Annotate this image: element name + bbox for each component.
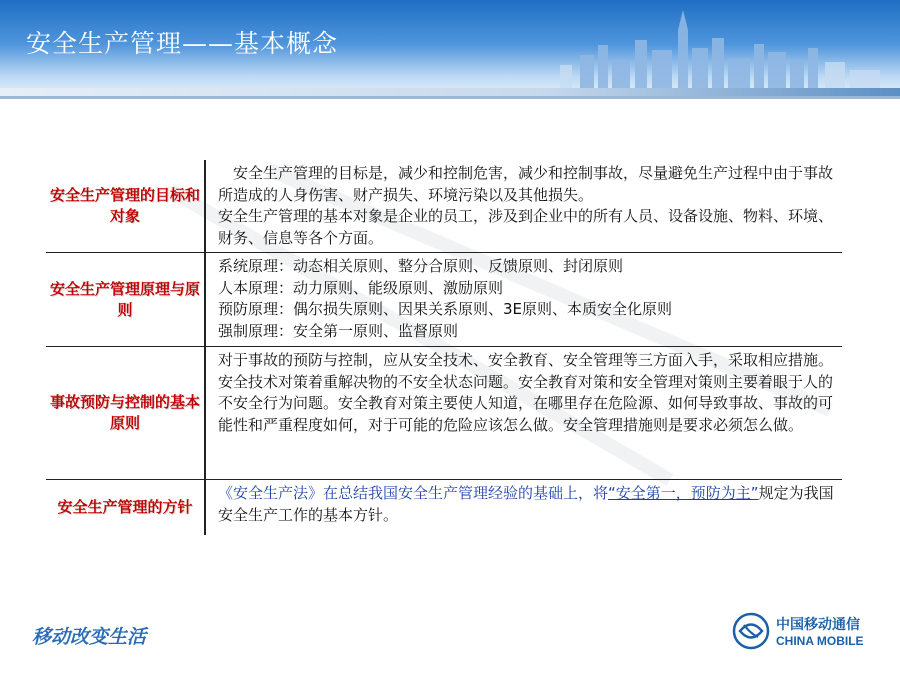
content-line: 安全技术对策着重解决物的不安全状态问题。安全教育对策和安全管理对策则主要着眼于人的不安全行为问题。安全教育对策主要使人知道，在哪里存在危险源、如何导致事故、事故的可能性和严重程度如何，对于可能的危险应该怎么做。安全管理措施则是要求必须怎么做。 [218, 372, 834, 434]
content-line: 强制原理：安全第一原则、监督原则 [218, 321, 459, 340]
policy-text-link[interactable]: 《安全生产法》在总结我国安全生产管理经验的基础上，将 [218, 484, 609, 502]
city-skyline-icon [540, 0, 900, 98]
row-label: 安全生产管理的目标和对象 [49, 186, 200, 225]
footer-slogan: 移动改变生活 [32, 626, 147, 648]
content-line: 人本原理：动力原则、能级原则、激励原则 [218, 278, 504, 297]
row-content [206, 160, 842, 252]
content-line: 安全生产管理的目标是，减少和控制危害，减少和控制事故，尽量避免生产过程中由于事故所造成的人身伤害、财产损失、环境污染以及其他损失。 [218, 164, 834, 204]
logo-text-cn: 中国移动通信 [776, 617, 860, 633]
table-row [46, 160, 842, 253]
table-row [46, 253, 842, 347]
policy-hyperlink[interactable]: “安全第一，预防为主” [608, 484, 759, 502]
content-line: 对于事故的预防与控制，应从安全技术、安全教育、安全管理等三方面入手，采取相应措施。 [218, 351, 834, 369]
table-row [46, 480, 842, 535]
header-divider-line [0, 96, 900, 99]
row-content [206, 253, 842, 346]
content-line: 预防原理：偶尔损失原则、因果关系原则、3E原则、本质安全化原则 [218, 300, 673, 318]
content-line: 安全生产管理的基本对象是企业的员工，涉及到企业中的所有人员、设备设施、物料、环境、财务、信息等各个方面。 [218, 207, 834, 247]
page-title: 安全生产管理——基本概念 [26, 29, 339, 58]
content-line: 系统原理：动态相关原则、整分合原则、反馈原则、封闭原则 [218, 257, 624, 275]
row-label: 安全生产管理的方针 [57, 498, 193, 516]
logo-text-en: CHINA MOBILE [776, 634, 864, 648]
row-label: 事故预防与控制的基本原则 [49, 393, 200, 432]
policy-text-plain: 规定为我国安全生产工作的基本方针。 [218, 484, 834, 524]
table-row [46, 347, 842, 480]
china-mobile-logo [732, 612, 864, 650]
row-content [206, 347, 842, 479]
header-divider-band [0, 88, 900, 96]
row-content [206, 480, 842, 535]
row-label: 安全生产管理原理与原则 [49, 279, 200, 319]
header-banner [0, 0, 900, 98]
content-line [218, 483, 842, 526]
china-mobile-emblem-icon [732, 612, 770, 650]
concept-table [46, 160, 842, 535]
